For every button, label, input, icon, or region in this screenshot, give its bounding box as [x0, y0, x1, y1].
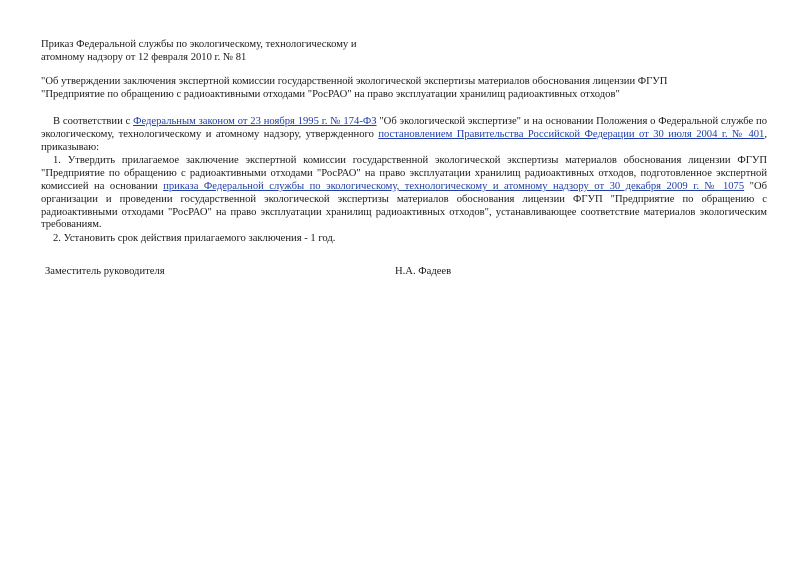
header-line-1: Приказ Федеральной службы по экологическому, технологическому и — [41, 39, 357, 50]
signatory-name: Н.А. Фадеев — [395, 266, 452, 277]
paragraph-item-1: 1. Утвердить прилагаемое заключение экспертной комиссии государственной экологической экспертизы материалов обоснования лицензии ФГУП "Предприятие по обращению с радиоактивными отходами "РосРАО" на право эксплуатации хранилищ радиоактивных отходов, подготовленное экспертной комиссией на основании приказа Федеральной службы по экологическому, технологическому и атомному надзору от 30 декабря 2009 г. № 1075 "Об организации и проведении государственной экологической экспертизы материалов обоснования лицензии ФГУП "Предприятие по обращению с радиоактивными отходами "РосРАО" на право эксплуатации хранилищ радиоактивных отходов", устанавливающее соответствие материалов экологическим требованиям. — [41, 155, 768, 231]
document-body — [41, 116, 767, 246]
signatory-position: Заместитель руководителя — [45, 266, 165, 277]
subject-line-1: "Об утверждении заключения экспертной комиссии государственной экологической экспертизы материалов обоснования лицензии ФГУП — [41, 76, 668, 87]
federal-law-link[interactable]: Федеральным законом от 23 ноября 1995 г. № 174-ФЗ — [133, 116, 377, 127]
header-line-2: атомному надзору от 12 февраля 2010 г. № 81 — [41, 51, 247, 63]
document-header — [41, 39, 441, 65]
paragraph-item-2: 2. Установить срок действия прилагаемого заключения - 1 год. — [53, 233, 336, 245]
rostekhnadzor-order-link[interactable]: приказа Федеральной службы по экологическому, технологическому и атомному надзору от 30 декабря 2009 г. № 1075 — [163, 180, 745, 192]
government-decree-link[interactable]: постановлением Правительства Российской Федерации от 30 июля 2004 г. № 401 — [378, 128, 765, 140]
paragraph-preamble: В соответствии с Федеральным законом от 23 ноября 1995 г. № 174-ФЗ "Об экологической экспертизе" и на основании Положения о Федеральной службе по экологическому, технологическому и атомному надзору, утвержденного постановлением Правительства Российской Федерации от 30 июля 2004 г. № 401, приказываю: — [41, 116, 768, 153]
document-subject — [41, 76, 781, 102]
subject-line-2: "Предприятие по обращению с радиоактивными отходами "РосРАО" на право эксплуатации хранилищ радиоактивных отходов" — [41, 88, 620, 100]
